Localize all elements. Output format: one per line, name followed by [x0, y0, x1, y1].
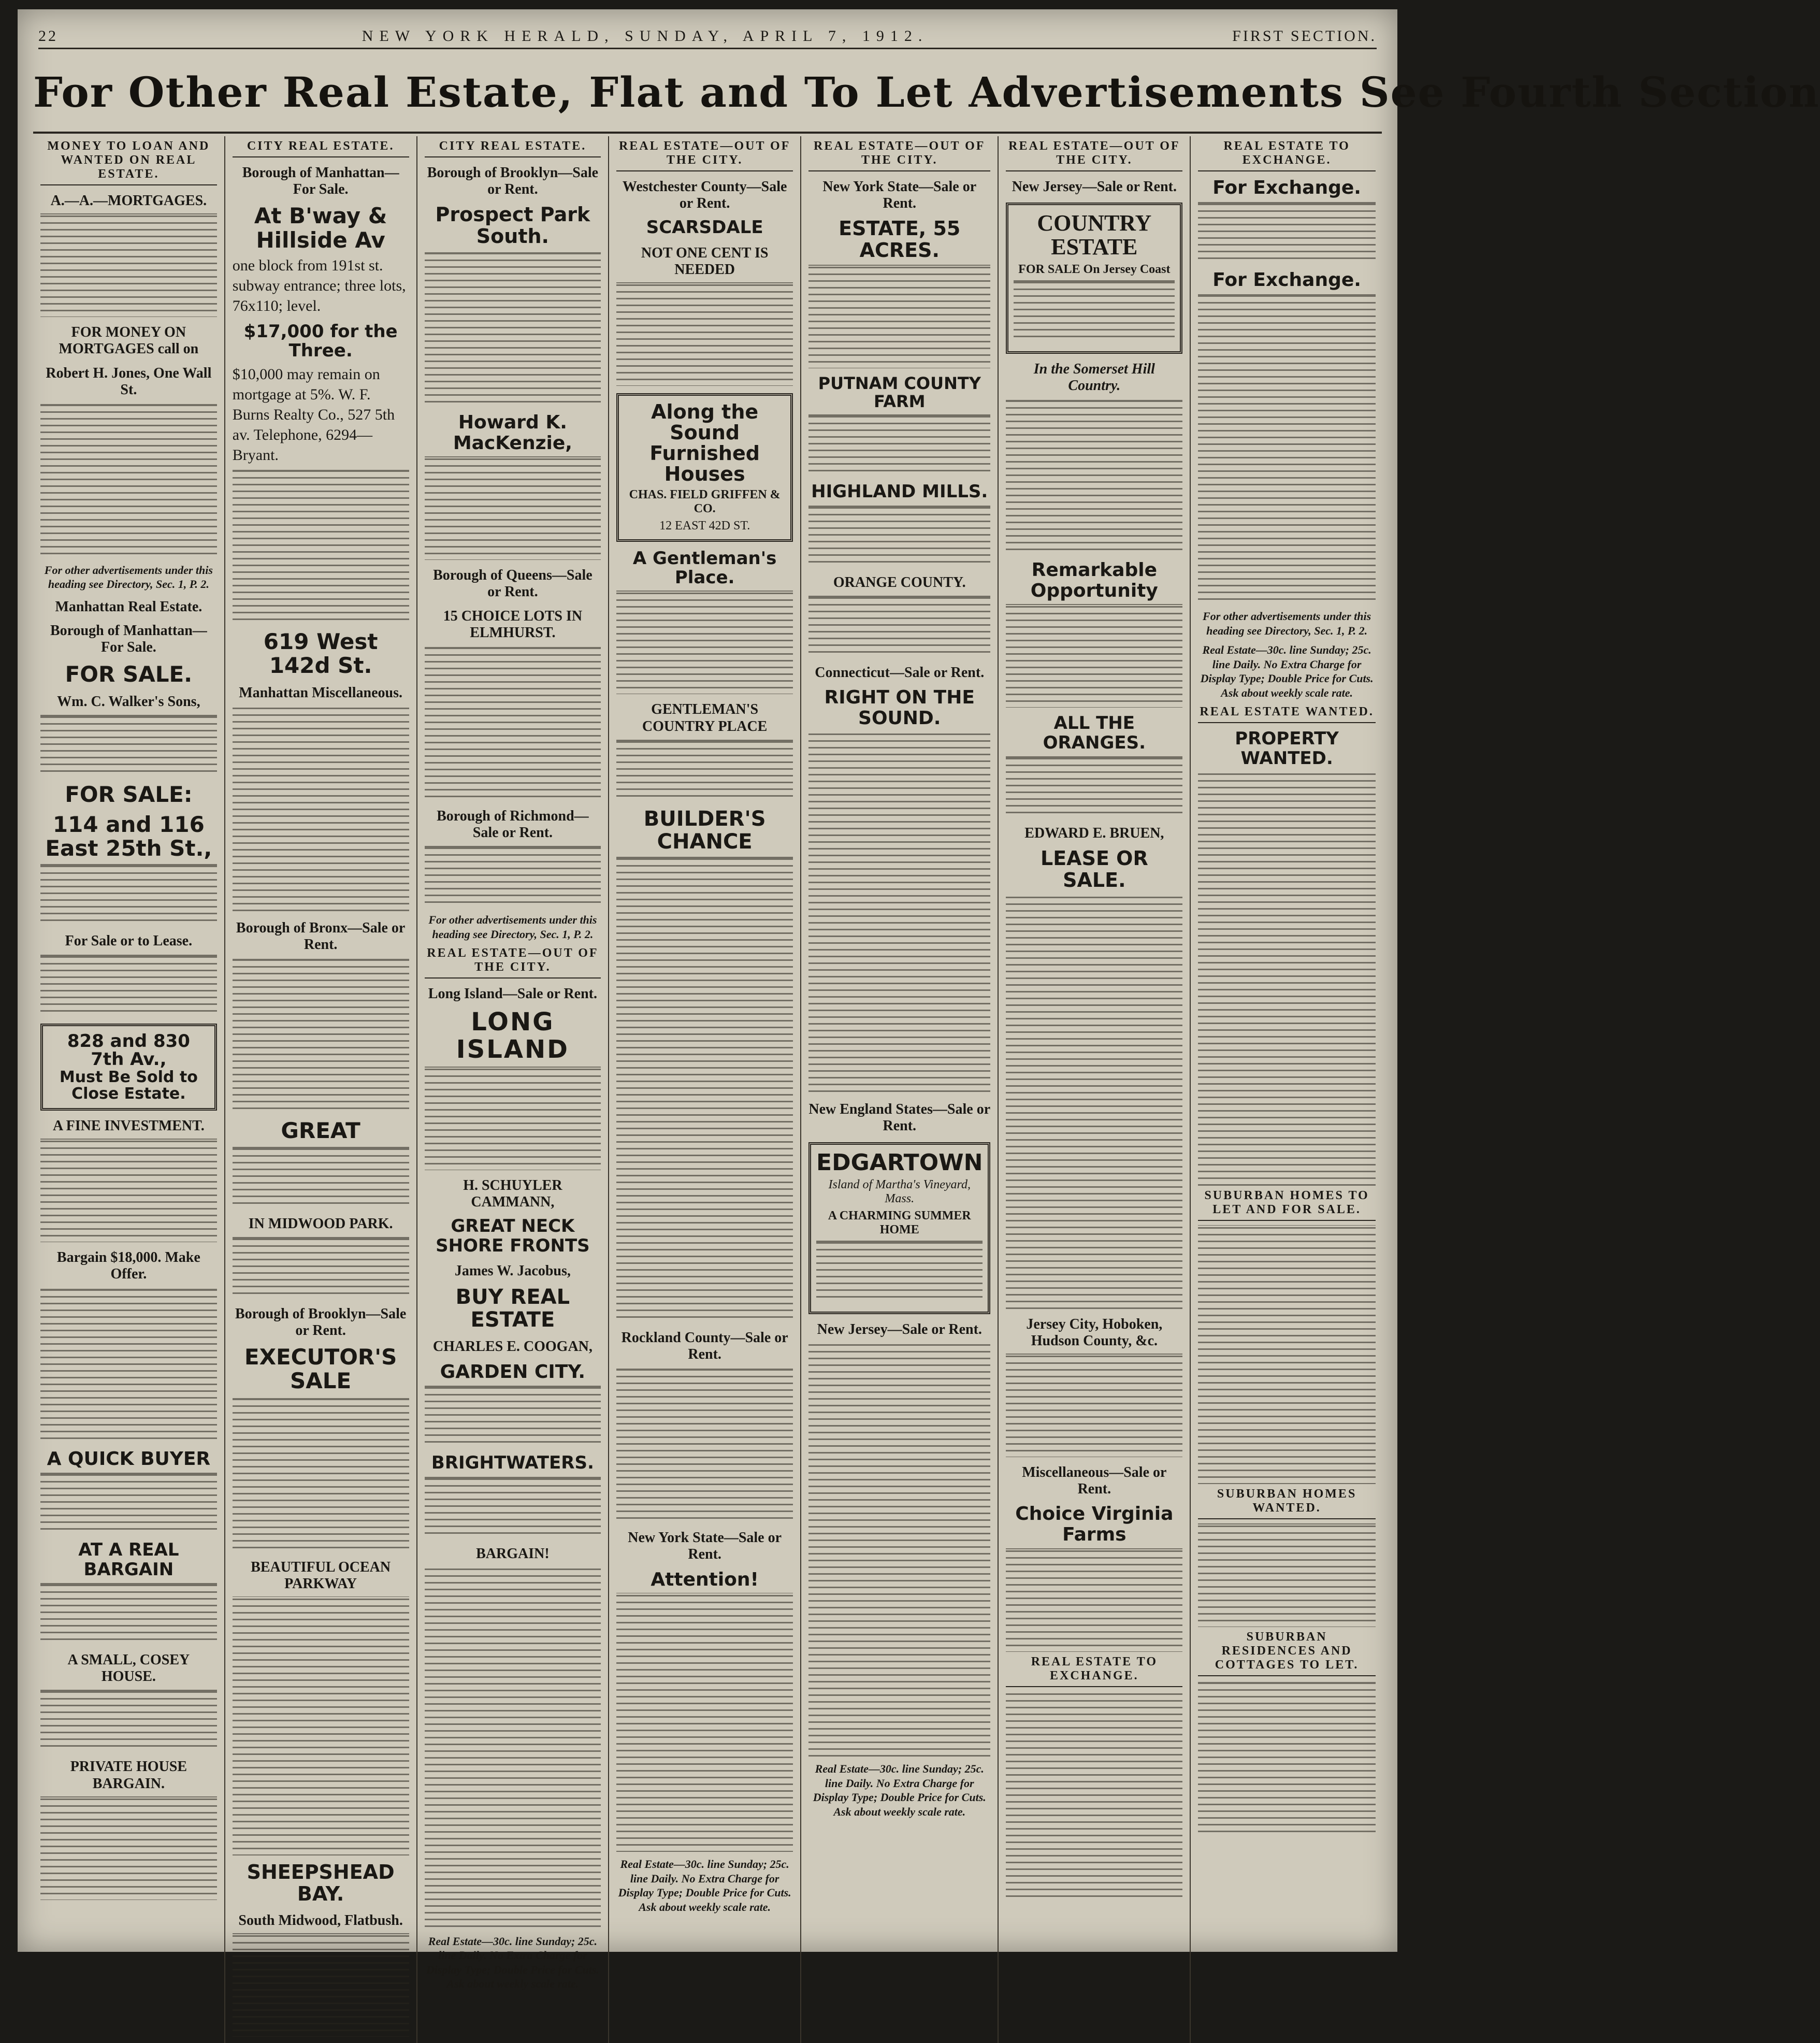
ad-headline: LEASE OR SALE.	[1041, 847, 1148, 891]
ad-body-text	[1198, 1523, 1376, 1627]
page-folio	[38, 25, 1377, 49]
ad-headline: A QUICK BUYER	[47, 1448, 211, 1470]
ad-body: $10,000 may remain on mortgage at 5%. W. F. Burns Realty Co., 527 5th av. Telephone, 6294—Bryant.	[232, 365, 395, 464]
ad-headline: Prospect Park South.	[435, 203, 590, 248]
ad-headline: EXECUTOR'S SALE	[244, 1344, 397, 1394]
ad-body-text	[233, 1596, 409, 1855]
column-heading: REAL ESTATE TO EXCHANGE.	[1198, 139, 1376, 171]
ad-body: one block from 191st st. subway entrance; three lots, 76x110; level.	[232, 256, 406, 314]
section-banner: REAL ESTATE—OUT OF THE CITY.	[425, 946, 601, 979]
ad-body-text	[816, 1240, 983, 1302]
section-banner: REAL ESTATE WANTED.	[1198, 705, 1376, 723]
ad-headline: Attention!	[651, 1569, 759, 1590]
ad-body-text	[40, 1287, 217, 1443]
ad-body-text	[616, 856, 793, 1322]
column-heading: CITY REAL ESTATE.	[233, 139, 409, 157]
ad-body-text	[1198, 202, 1376, 264]
ad-heading: James W. Jacobus,	[454, 1263, 571, 1279]
ad-body-text	[40, 1796, 217, 1900]
ad-heading: BARGAIN!	[476, 1545, 550, 1562]
ad-headline: AT A REAL BARGAIN	[78, 1540, 179, 1580]
ad-heading: BEAUTIFUL OCEAN PARKWAY	[251, 1559, 391, 1592]
ad-body-text	[1014, 280, 1175, 342]
rate-notice: Real Estate—30c. line Sunday; 25c. line Daily. No Extra Charge for Display Type; Double Price for Cuts. Ask about weekly scale rate.	[618, 1858, 791, 1913]
ad-body-text	[233, 1236, 409, 1299]
section-heading: New Jersey—Sale or Rent.	[1012, 179, 1177, 195]
section-heading: Westchester County—Sale or Rent.	[622, 179, 787, 212]
ad-headline: 114 and 116 East 25th St.,	[45, 812, 212, 861]
section-heading: Borough of Bronx—Sale or Rent.	[236, 920, 406, 953]
page-number: 22	[38, 27, 58, 45]
boxed-ad	[616, 393, 793, 542]
ad-headline: 619 West 142d St.	[263, 628, 378, 678]
ad-body-text	[808, 595, 990, 657]
ad-heading: South Midwood, Flatbush.	[238, 1912, 403, 1929]
banner-rule	[33, 132, 1382, 134]
column-6	[999, 136, 1191, 2043]
ad-body-text	[1006, 1691, 1182, 1898]
ad-body-text	[808, 731, 990, 1094]
ad-subhead: Island of Martha's Vineyard, Mass.	[828, 1177, 971, 1205]
ad-heading: CHARLES E. COOGAN,	[432, 1339, 593, 1355]
ad-body-text	[616, 739, 793, 801]
ad-body-text	[1006, 1548, 1182, 1652]
ad-heading: Bargain $18,000. Make Offer.	[56, 1249, 200, 1283]
ad-heading: ORANGE COUNTY.	[833, 574, 966, 591]
ad-body-text	[1198, 1225, 1376, 1484]
ad-body-text	[233, 1397, 409, 1552]
column-7	[1191, 136, 1383, 2043]
newspaper-page	[18, 9, 1820, 1991]
ad-heading: Wm. C. Walker's Sons,	[57, 693, 200, 710]
ad-headline: PUTNAM COUNTY FARM	[818, 373, 981, 412]
ad-heading: A FINE INVESTMENT.	[52, 1118, 205, 1134]
section-banner: REAL ESTATE TO EXCHANGE.	[1006, 1655, 1182, 1687]
ad-headline: $17,000 for the Three.	[243, 321, 398, 362]
ad-body-text	[233, 957, 409, 1113]
ad-body-text	[233, 1146, 409, 1208]
ad-body-text	[40, 402, 217, 558]
section-heading: New Jersey—Sale or Rent.	[817, 1321, 982, 1337]
section-banner: SUBURBAN RESIDENCES AND COTTAGES TO LET.	[1198, 1630, 1376, 1676]
ad-headline: COUNTRY ESTATE	[1037, 210, 1152, 260]
section-heading: Jersey City, Hoboken, Hudson County, &c.	[1026, 1316, 1163, 1349]
column-1	[33, 136, 225, 2043]
column-3	[417, 136, 610, 2043]
ad-body-text	[40, 213, 217, 317]
directory-notice: For other advertisements under this heading see Directory, Sec. 1, P. 2.	[44, 563, 213, 591]
column-heading: MONEY TO LOAN AND WANTED ON REAL ESTATE.	[40, 139, 217, 185]
column-heading: REAL ESTATE—OUT OF THE CITY.	[616, 139, 793, 171]
ad-body-text	[233, 468, 409, 624]
ad-body-text	[616, 282, 793, 386]
ad-headline: GARDEN CITY.	[440, 1361, 586, 1383]
ad-body-text	[40, 714, 217, 776]
ad-headline: For Exchange.	[1212, 177, 1361, 198]
ad-body-text	[233, 1933, 409, 2037]
ad-headline: SHEEPSHEAD BAY.	[247, 1860, 395, 1905]
ad-body-text	[40, 954, 217, 1016]
column-2	[225, 136, 417, 2043]
ad-body-text	[808, 1342, 990, 1757]
ad-heading: PRIVATE HOUSE BARGAIN.	[70, 1759, 187, 1792]
ad-body-text	[1198, 1680, 1376, 1836]
rate-notice: Real Estate—30c. line Sunday; 25c. line Daily. No Extra Charge for Display Type; Double Price for Cuts. Ask about weekly scale rate.	[813, 1762, 986, 1818]
ad-heading: For Sale or to Lease.	[65, 933, 193, 949]
ad-headline: 828 and 830 7th Av.,	[67, 1030, 190, 1070]
ad-headline: HIGHLAND MILLS.	[811, 481, 988, 502]
section-banner: SUBURBAN HOMES TO LET AND FOR SALE.	[1198, 1189, 1376, 1221]
ad-body-text	[808, 265, 990, 368]
ad-heading: A SMALL, COSEY HOUSE.	[67, 1651, 190, 1685]
ad-body-text	[1198, 293, 1376, 604]
section-heading: Long Island—Sale or Rent.	[428, 986, 597, 1002]
ad-headline: LONG ISLAND	[456, 1008, 569, 1064]
column-heading: REAL ESTATE—OUT OF THE CITY.	[808, 139, 990, 171]
section-heading: Connecticut—Sale or Rent.	[815, 664, 985, 681]
paper-dateline: NEW YORK HERALD, SUNDAY, APRIL 7, 1912.	[362, 27, 929, 45]
directory-notice: For other advertisements under this heading see Directory, Sec. 1, P. 2.	[1203, 610, 1371, 637]
page-banner: For Other Real Estate, Flat and To Let Advertisements See Fourth Section	[33, 68, 1820, 117]
ad-headline: GREAT NECK SHORE FRONTS	[436, 1216, 590, 1256]
ad-heading: EDWARD E. BRUEN,	[1024, 825, 1164, 841]
ad-headline: PROPERTY WANTED.	[1235, 728, 1339, 769]
boxed-ad	[808, 1142, 990, 1314]
column-4	[609, 136, 801, 2043]
ad-headline: FOR SALE.	[65, 661, 193, 687]
ad-heading: NOT ONE CENT IS NEEDED	[641, 244, 769, 278]
ad-headline: EDGARTOWN	[816, 1149, 983, 1176]
ad-headline: Choice Virginia Farms	[1015, 1503, 1174, 1546]
ad-heading: In the Somerset Hill Country.	[1033, 361, 1155, 394]
column-5	[801, 136, 999, 2043]
section-heading: Borough of Queens—Sale or Rent.	[433, 567, 593, 600]
ad-body-text	[616, 1367, 793, 1522]
ad-body-text	[616, 1593, 793, 1852]
ad-body-text	[425, 1067, 601, 1170]
section-heading: Manhattan Real Estate.	[55, 598, 203, 615]
section-banner: SUBURBAN HOMES WANTED.	[1198, 1487, 1376, 1519]
ad-headline: BUILDER'S CHANCE	[643, 807, 766, 854]
ad-body-text	[40, 1582, 217, 1645]
ad-subhead: CHAS. FIELD GRIFFEN & CO.	[629, 487, 781, 515]
ad-headline: ALL THE ORANGES.	[1043, 713, 1146, 753]
ad-body-text	[425, 456, 601, 560]
rate-notice: Real Estate—30c. line Sunday; 25c. line Daily. No Extra Charge for Display Type; Double Price for Cuts. Ask about weekly scale rate.	[1200, 643, 1374, 699]
ad-columns	[33, 136, 1383, 1991]
ad-headline: At B'way & Hillside Av	[254, 203, 387, 253]
ad-subhead: Must Be Sold to Close Estate.	[59, 1068, 198, 1103]
ad-body-text	[1198, 771, 1376, 1186]
ad-headline: Howard K. MacKenzie,	[453, 411, 572, 454]
ad-body-text	[1006, 756, 1182, 818]
ad-body-text	[233, 706, 409, 913]
ad-heading: FOR MONEY ON MORTGAGES call on	[59, 324, 199, 357]
directory-notice: For other advertisements under this heading see Directory, Sec. 1, P. 2.	[428, 913, 597, 941]
section-label: FIRST SECTION.	[1232, 27, 1377, 45]
ad-heading: H. SCHUYLER CAMMANN,	[463, 1177, 562, 1211]
section-heading: Borough of Richmond—Sale or Rent.	[437, 808, 589, 841]
ad-body-text	[425, 845, 601, 908]
section-heading: Rockland County—Sale or Rent.	[621, 1329, 788, 1363]
ad-body-text	[808, 414, 990, 476]
ad-headline: BRIGHTWATERS.	[431, 1452, 594, 1474]
ad-body-text	[425, 1385, 601, 1447]
ad-body-text	[40, 1472, 217, 1534]
ad-heading: IN MIDWOOD PARK.	[248, 1215, 393, 1232]
section-heading: Borough of Manhattan—For Sale.	[50, 623, 207, 656]
ad-headline: A Gentleman's Place.	[632, 548, 777, 588]
ad-heading: GENTLEMAN'S COUNTRY PLACE	[642, 701, 768, 735]
ad-body-text	[40, 864, 217, 926]
ad-headline: GREAT	[281, 1118, 360, 1144]
section-heading: Borough of Brooklyn—Sale or Rent.	[235, 1305, 407, 1339]
ad-headline: FOR SALE:	[65, 781, 193, 807]
section-heading: New York State—Sale or Rent.	[628, 1530, 782, 1563]
column-heading: CITY REAL ESTATE.	[425, 139, 601, 157]
rate-notice: Real Estate—30c. line Sunday; 25c. line Daily. No Extra Charge for Display Type; Double Price for Cuts. Ask about weekly scale rate.	[426, 1934, 599, 1991]
section-heading: Borough of Manhattan—For Sale.	[242, 165, 399, 198]
ad-headline: SCARSDALE	[646, 217, 763, 238]
ad-subhead: A CHARMING SUMMER HOME	[828, 1208, 971, 1236]
ad-body-text	[425, 1566, 601, 1929]
section-heading: Borough of Brooklyn—Sale or Rent.	[427, 165, 599, 198]
ad-body-text	[425, 251, 601, 406]
ad-body-text	[808, 505, 990, 567]
ad-headline: RIGHT ON THE SOUND.	[824, 687, 975, 729]
ad-address: 12 EAST 42D ST.	[659, 519, 750, 533]
ad-heading: 15 CHOICE LOTS IN ELMHURST.	[443, 608, 583, 641]
ad-body-text	[425, 1476, 601, 1538]
ad-headline: BUY REAL ESTATE	[455, 1285, 570, 1332]
ad-body-text	[425, 645, 601, 801]
ad-body-text	[616, 591, 793, 694]
section-heading: Miscellaneous—Sale or Rent.	[1022, 1464, 1167, 1498]
column-heading: REAL ESTATE—OUT OF THE CITY.	[1006, 139, 1182, 171]
ad-body-text	[40, 1689, 217, 1751]
ad-body-text	[40, 1139, 217, 1242]
section-heading: Manhattan Miscellaneous.	[239, 684, 403, 701]
ad-body-text	[1006, 895, 1182, 1309]
boxed-ad	[1006, 203, 1182, 353]
section-heading: New York State—Sale or Rent.	[822, 179, 977, 212]
ad-heading: Robert H. Jones, One Wall St.	[46, 365, 212, 398]
ad-body-text	[1006, 604, 1182, 708]
ad-subhead: FOR SALE On Jersey Coast	[1018, 262, 1171, 276]
ad-body-text	[1006, 398, 1182, 554]
boxed-ad	[40, 1024, 217, 1111]
ad-heading: A.—A.—MORTGAGES.	[50, 193, 207, 209]
ad-body-text	[1006, 1354, 1182, 1457]
ad-headline: For Exchange.	[1212, 269, 1361, 291]
ad-headline: Along the Sound Furnished Houses	[649, 400, 760, 485]
section-heading: New England States—Sale or Rent.	[808, 1101, 991, 1134]
ad-headline: ESTATE, 55 ACRES.	[839, 217, 961, 262]
ad-headline: Remarkable Opportunity	[1030, 559, 1158, 601]
